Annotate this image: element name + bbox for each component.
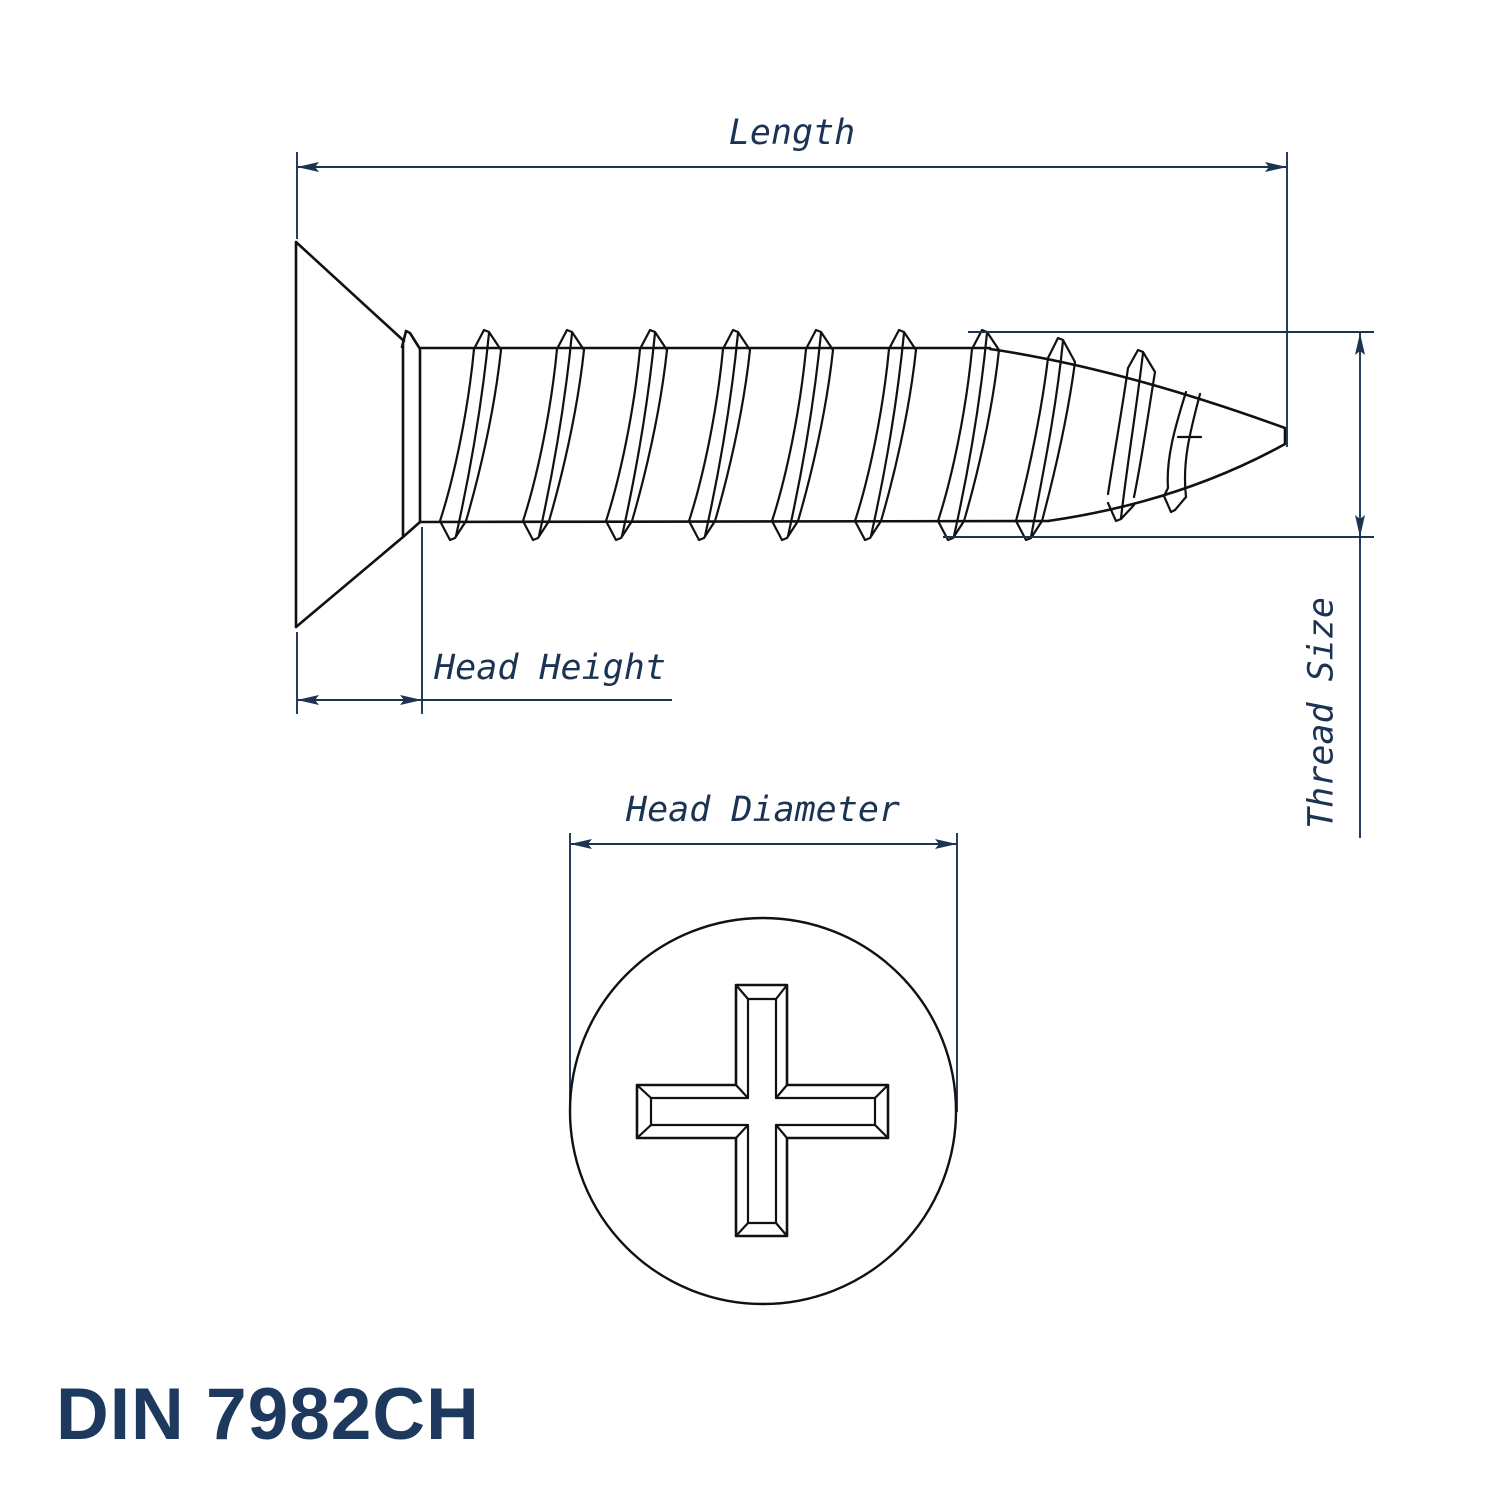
screw-tip-outline	[990, 349, 1285, 521]
phillips-recess-outer	[637, 985, 888, 1236]
head-height-dimension-label: Head Height	[434, 648, 666, 688]
length-dimension-label: Length	[728, 113, 856, 153]
screw-head-top-view	[570, 918, 956, 1304]
taper-thread-1	[1016, 338, 1075, 540]
head-diameter-dimension-label: Head Diameter	[626, 790, 900, 830]
screw-side-view	[296, 242, 1285, 627]
screw-head-outline	[296, 242, 420, 627]
page-title: DIN 7982CH	[56, 1374, 480, 1455]
thread-size-dimension-label: Thread Size	[1301, 597, 1342, 829]
phillips-recess-inner	[651, 999, 875, 1223]
head-outline-circle	[570, 918, 956, 1304]
length-dimension	[297, 152, 1287, 447]
phillips-recess-bevels	[637, 985, 888, 1236]
screw-threads	[440, 330, 1201, 540]
